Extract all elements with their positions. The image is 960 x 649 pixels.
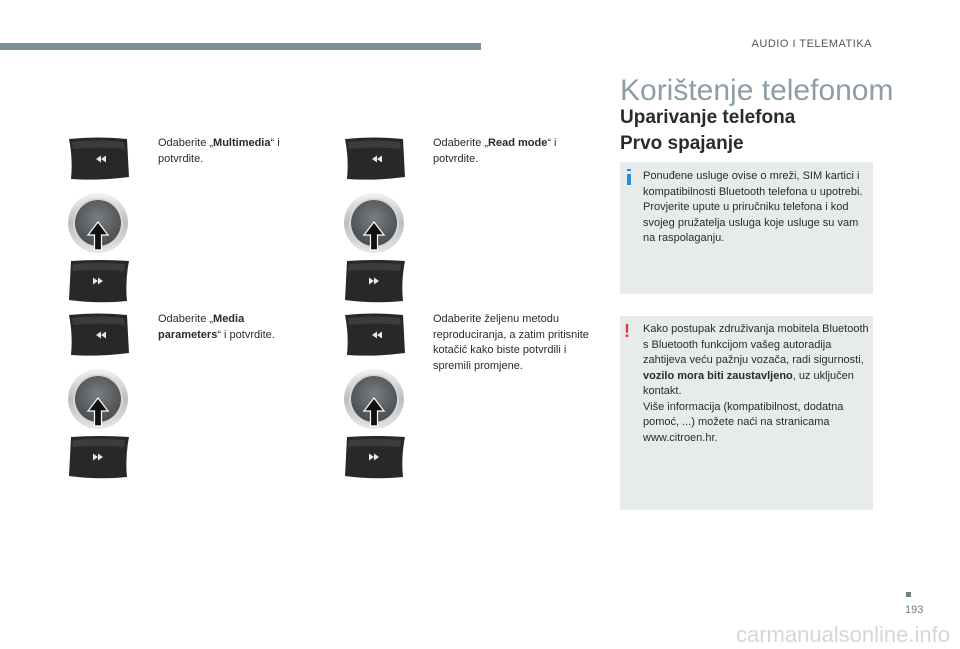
step-select-read-mode: Odaberite „Read mode“ i potvrdite. xyxy=(433,137,557,165)
section-title: AUDIO I TELEMATIKA xyxy=(751,38,872,50)
step-select-playback-method: Odaberite željenu metodu reproduciranja, a zatim pritisnite kotačić kako biste potvrdili i spremili promjene. xyxy=(433,313,589,372)
info-box xyxy=(620,162,873,294)
page-number: 193 xyxy=(905,604,924,616)
section-subtitle: Uparivanje telefona xyxy=(620,107,796,128)
rotary-knob-press-icon xyxy=(67,192,129,254)
fast-forward-button-icon xyxy=(69,435,129,479)
warning-box xyxy=(620,316,873,510)
warning-text: Kako postupak združivanja mobitela Bluetooth s Bluetooth funkcijom vašeg autoradija zahtijeva veću pažnju vozača, radi sigurnosti, vozilo mora biti zaustavljeno, uz uključen kontakt. Više informacija (kompatibilnost, dodatna pomoć, ...) možete naći na stranicama www.citroen.hr. xyxy=(643,323,869,444)
header-bar xyxy=(0,43,481,50)
rewind-button-icon xyxy=(69,137,129,181)
info-text: Ponuđene usluge ovise o mreži, SIM kartici i kompatibilnosti Bluetooth telefona u upotrebi. Provjerite upute u priručniku telefona i kod svojeg pružatelja usluga koje usluge su vam na raspolaganju. xyxy=(643,170,863,244)
fast-forward-button-icon xyxy=(345,435,405,479)
page-title: Korištenje telefonom xyxy=(620,74,894,107)
step-select-multimedia: Odaberite „Multimedia“ i potvrdite. xyxy=(158,137,280,165)
fast-forward-button-icon xyxy=(345,259,405,303)
rotary-knob-press-icon xyxy=(67,368,129,430)
page-marker xyxy=(906,592,911,597)
rewind-button-icon xyxy=(345,137,405,181)
fast-forward-button-icon xyxy=(69,259,129,303)
rewind-button-icon xyxy=(345,313,405,357)
rotary-knob-press-icon xyxy=(343,368,405,430)
step-select-media-parameters: Odaberite „Media parameters“ i potvrdite. xyxy=(158,313,275,341)
subsection-title: Prvo spajanje xyxy=(620,133,744,154)
rotary-knob-press-icon xyxy=(343,192,405,254)
warning-icon: ! xyxy=(624,321,630,341)
watermark: carmanualsonline.info xyxy=(735,622,950,647)
rewind-button-icon xyxy=(69,313,129,357)
